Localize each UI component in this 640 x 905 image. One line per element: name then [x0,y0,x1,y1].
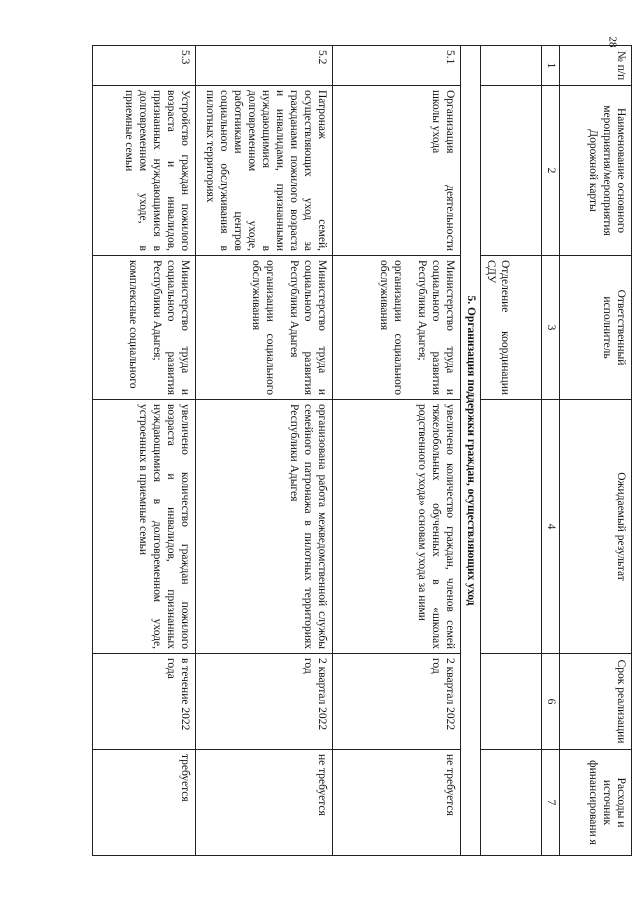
row-result: увеличено количество граждан пожилого возраста и инвалидов, признанных нуждающимися в долговременном уходе, устроенных в приемные семьи [93,400,196,654]
column-index: 3 [542,256,560,400]
empty-cell [480,750,542,856]
header-result: Ожидаемый результат [559,400,631,654]
row-funding: не требуется [333,750,461,856]
executor-primary: Министерство труда и социального развития Республики Адыгея; [151,260,192,395]
column-index: 1 [542,46,560,86]
executor-secondary: организации социального обслуживания [377,260,404,395]
header-activity: Наименование основного мероприятия/мероприятия Дорожной карты [559,86,631,256]
table-row [333,46,461,856]
empty-cell [480,86,542,256]
row-period: 2 квартал 2022 год [333,654,461,750]
table-row [93,46,196,856]
row-activity: Патронаж семей, осуществляющих уход за гражданами пожилого возраста и инвалидами, признанными нуждающимися в долговременном уходе, работниками центров социального обслуживания в пилотных территориях [196,86,333,256]
row-result: организована работа межведомственной службы семейного патронажа в пилотных территориях Республики Адыгея [196,400,333,654]
row-period: 2 квартал 2022 год [196,654,333,750]
coordination-row [480,46,542,856]
executor-secondary: организации социального обслуживания [250,260,277,395]
executor-primary: Министерство труда и социального развития Республики Адыгея [288,260,329,395]
row-funding: требуется [93,750,196,856]
table-header-row [559,46,631,856]
row-number: 5.3 [93,46,196,86]
section-title-row [460,46,480,856]
header-funding: Расходы и источник финансировани я [559,750,631,856]
column-index: 6 [542,654,560,750]
empty-cell [480,400,542,654]
row-number: 5.2 [196,46,333,86]
roadmap-table [92,45,632,856]
executor-primary: Министерство труда и социального развития Республики Адыгея; [415,260,456,395]
row-executor [333,256,461,400]
header-executor: Ответственный исполнитель [559,256,631,400]
page-number: 28 [606,36,619,48]
row-period: в течение 2022 года [93,654,196,750]
empty-cell [480,46,542,86]
row-funding: не требуется [196,750,333,856]
section-title: 5. Организация поддержки граждан, осуществляющих уход [460,46,480,856]
column-index: 2 [542,86,560,256]
row-activity: Устройство граждан пожилого возраста и инвалидов, признанных нуждающимися в долговременном уходе, в приемные семьи [93,86,196,256]
row-executor [196,256,333,400]
table-row [196,46,333,856]
column-index: 4 [542,400,560,654]
row-number: 5.1 [333,46,461,86]
rotated-table-sheet [92,45,632,855]
coordination-executor: Отделение координации СДУ [480,256,542,400]
executor-secondary: комплексные социального [127,260,140,389]
column-index: 7 [542,750,560,856]
header-number: № п/п [559,46,631,86]
empty-cell [480,654,542,750]
header-period: Срок реализации [559,654,631,750]
row-executor [93,256,196,400]
row-result: увеличено количество граждан, членов семей тяжелобольных обученных в «школах родственного ухода» основам ухода за ними [333,400,461,654]
row-activity: Организация деятельности школы ухода [333,86,461,256]
column-index-row [542,46,560,856]
